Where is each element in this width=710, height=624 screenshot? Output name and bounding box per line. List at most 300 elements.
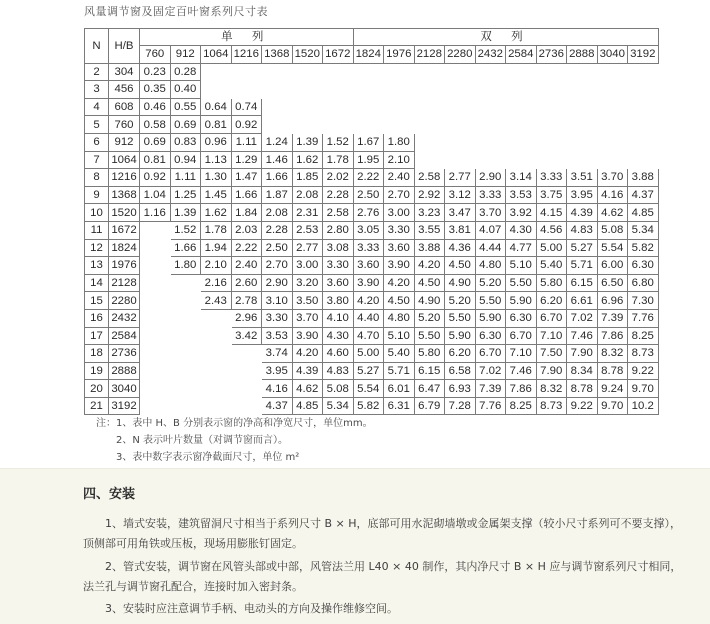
table-row [85, 221, 659, 239]
size-table [84, 28, 659, 415]
table-cell: 1.47 [231, 169, 262, 187]
table-cell: 2.90 [262, 274, 293, 292]
table-cell: 7.02 [567, 309, 598, 327]
table-cell: 5.08 [597, 221, 628, 239]
table-cell: 6.15 [567, 274, 598, 292]
table-row [85, 133, 659, 151]
table-cell: 3.33 [353, 239, 384, 257]
table-cell: 1.84 [231, 204, 262, 222]
table-cell: 3.08 [323, 239, 354, 257]
table-cell-empty [506, 133, 537, 151]
row-height: 304 [109, 63, 140, 81]
table-cell: 2.02 [323, 169, 354, 187]
table-cell: 4.10 [323, 309, 354, 327]
note-3: 3、表中数字表示窗净截面尺寸，单位 m² [116, 452, 300, 463]
table-cell-empty [506, 81, 537, 99]
table-cell: 8.32 [536, 380, 567, 398]
table-cell: 9.70 [628, 380, 659, 398]
width-header: 2128 [414, 46, 445, 64]
table-cell: 1.30 [201, 169, 232, 187]
table-cell-empty [170, 380, 201, 398]
table-cell: 3.70 [292, 309, 323, 327]
table-cell: 4.50 [414, 274, 445, 292]
table-cell-empty [567, 98, 598, 116]
table-cell: 4.90 [445, 274, 476, 292]
table-cell: 6.30 [475, 327, 506, 345]
row-n: 17 [85, 327, 109, 345]
table-cell: 4.16 [597, 186, 628, 204]
width-header: 1976 [384, 46, 415, 64]
table-cell: 2.70 [384, 186, 415, 204]
table-cell: 0.28 [170, 63, 201, 81]
table-cell: 3.92 [506, 204, 537, 222]
table-cell: 4.62 [292, 380, 323, 398]
table-cell: 0.92 [140, 169, 171, 187]
table-cell: 3.55 [414, 221, 445, 239]
table-cell-empty [170, 362, 201, 380]
table-cell-empty [597, 63, 628, 81]
table-cell-empty [353, 63, 384, 81]
table-cell-empty [201, 81, 232, 99]
table-cell: 3.90 [384, 257, 415, 275]
table-cell: 7.90 [536, 362, 567, 380]
table-cell: 9.24 [597, 380, 628, 398]
table-cell: 0.83 [170, 133, 201, 151]
width-header: 2280 [445, 46, 476, 64]
row-height: 2736 [109, 345, 140, 363]
table-cell: 10.2 [628, 397, 659, 415]
note-1: 注：1、表中 H、B 分别表示窗的净高和净宽尺寸，单位mm。 [96, 418, 373, 429]
table-cell-empty [170, 345, 201, 363]
table-cell-empty [140, 380, 171, 398]
table-cell: 5.50 [445, 309, 476, 327]
table-cell: 1.62 [292, 151, 323, 169]
width-header: 1520 [292, 46, 323, 64]
table-cell-empty [262, 116, 293, 134]
table-cell: 6.47 [414, 380, 445, 398]
table-cell: 3.80 [323, 292, 354, 310]
row-n: 8 [85, 169, 109, 187]
table-cell: 2.16 [201, 274, 232, 292]
install-paragraph-2: 2、管式安装，调节窗在风管头部或中部，风管法兰用 L40 × 40 制作，其内净尺寸 B × H 应与调节窗系列尺寸相同，法兰孔与调节窗孔配合，连接时加入密封条。 [83, 560, 682, 593]
table-cell: 1.29 [231, 151, 262, 169]
table-cell-empty [506, 63, 537, 81]
table-cell: 3.88 [628, 169, 659, 187]
table-cell: 5.50 [414, 327, 445, 345]
table-cell: 9.22 [628, 362, 659, 380]
table-cell: 7.10 [506, 345, 537, 363]
row-height: 2128 [109, 274, 140, 292]
table-cell: 4.39 [567, 204, 598, 222]
width-header-row [85, 46, 659, 64]
table-cell: 4.40 [353, 309, 384, 327]
table-cell: 1.62 [201, 204, 232, 222]
table-cell: 6.31 [384, 397, 415, 415]
table-cell: 2.28 [323, 186, 354, 204]
table-cell: 5.20 [445, 292, 476, 310]
row-n: 20 [85, 380, 109, 398]
table-cell: 2.43 [201, 292, 232, 310]
row-height: 760 [109, 116, 140, 134]
table-row [85, 186, 659, 204]
table-cell: 2.08 [262, 204, 293, 222]
table-cell: 1.80 [384, 133, 415, 151]
table-cell: 8.34 [567, 362, 598, 380]
table-cell: 5.54 [597, 239, 628, 257]
table-cell-empty [170, 292, 201, 310]
table-cell: 5.34 [323, 397, 354, 415]
table-cell-empty [536, 63, 567, 81]
table-cell-empty [628, 151, 659, 169]
row-n: 15 [85, 292, 109, 310]
table-cell: 5.80 [414, 345, 445, 363]
table-cell-empty [292, 98, 323, 116]
table-cell-empty [201, 309, 232, 327]
table-row [85, 345, 659, 363]
table-cell: 0.81 [201, 116, 232, 134]
group-header-row [85, 29, 659, 46]
table-cell-empty [140, 345, 171, 363]
table-cell: 4.83 [567, 221, 598, 239]
table-cell: 5.00 [536, 239, 567, 257]
table-cell-empty [323, 116, 354, 134]
table-cell: 2.90 [475, 169, 506, 187]
table-cell: 2.77 [445, 169, 476, 187]
table-cell: 4.60 [323, 345, 354, 363]
table-cell-empty [201, 345, 232, 363]
table-cell: 7.86 [506, 380, 537, 398]
table-cell-empty [292, 63, 323, 81]
table-cell: 0.69 [170, 116, 201, 134]
table-cell: 3.81 [445, 221, 476, 239]
table-cell: 5.71 [384, 362, 415, 380]
width-header: 1064 [201, 46, 232, 64]
table-cell-empty [170, 327, 201, 345]
table-cell: 3.30 [323, 257, 354, 275]
table-cell: 5.50 [475, 292, 506, 310]
table-cell: 3.70 [597, 169, 628, 187]
table-cell: 5.20 [414, 309, 445, 327]
table-cell: 6.70 [506, 327, 537, 345]
table-cell-empty [353, 116, 384, 134]
table-cell-empty [170, 274, 201, 292]
table-cell: 0.92 [231, 116, 262, 134]
table-cell-empty [323, 63, 354, 81]
table-cell-empty [353, 81, 384, 99]
table-cell: 0.46 [140, 98, 171, 116]
table-cell: 5.34 [628, 221, 659, 239]
table-row [85, 292, 659, 310]
table-cell: 4.30 [506, 221, 537, 239]
table-cell-empty [475, 63, 506, 81]
table-cell: 5.54 [353, 380, 384, 398]
table-cell: 9.70 [597, 397, 628, 415]
table-cell: 1.78 [201, 221, 232, 239]
table-cell: 0.96 [201, 133, 232, 151]
table-cell: 7.02 [475, 362, 506, 380]
table-cell: 2.80 [323, 221, 354, 239]
table-cell: 3.33 [536, 169, 567, 187]
row-n: 5 [85, 116, 109, 134]
table-cell: 1.66 [231, 186, 262, 204]
table-cell: 3.60 [323, 274, 354, 292]
table-cell: 5.90 [475, 309, 506, 327]
table-cell: 3.51 [567, 169, 598, 187]
note-2: 2、N 表示叶片数量（对调节窗而言）。 [116, 435, 289, 446]
row-height: 1824 [109, 239, 140, 257]
width-header: 760 [140, 46, 171, 64]
width-header: 1368 [262, 46, 293, 64]
table-cell: 3.53 [262, 327, 293, 345]
table-cell: 2.50 [262, 239, 293, 257]
table-cell: 7.39 [475, 380, 506, 398]
table-row [85, 98, 659, 116]
table-cell: 4.20 [353, 292, 384, 310]
table-cell: 2.22 [231, 239, 262, 257]
table-cell-empty [231, 380, 262, 398]
table-cell: 5.10 [506, 257, 537, 275]
table-cell: 4.50 [384, 292, 415, 310]
row-n: 19 [85, 362, 109, 380]
table-row [85, 380, 659, 398]
table-cell: 0.74 [231, 98, 262, 116]
row-n: 18 [85, 345, 109, 363]
table-cell-empty [536, 133, 567, 151]
table-cell: 1.11 [231, 133, 262, 151]
table-cell: 4.85 [292, 397, 323, 415]
table-cell: 3.23 [414, 204, 445, 222]
table-cell: 1.13 [201, 151, 232, 169]
table-cell-empty [414, 133, 445, 151]
table-cell: 1.04 [140, 186, 171, 204]
table-cell-empty [475, 116, 506, 134]
row-height: 2432 [109, 309, 140, 327]
table-cell-empty [445, 133, 476, 151]
table-cell: 1.52 [323, 133, 354, 151]
table-cell: 6.50 [597, 274, 628, 292]
table-cell-empty [140, 239, 171, 257]
row-n: 2 [85, 63, 109, 81]
row-n: 14 [85, 274, 109, 292]
table-cell-empty [384, 63, 415, 81]
table-row [85, 81, 659, 99]
row-height: 1520 [109, 204, 140, 222]
table-cell: 4.20 [292, 345, 323, 363]
table-cell-empty [597, 151, 628, 169]
table-cell: 4.50 [445, 257, 476, 275]
table-caption: 风量调节窗及固定百叶窗系列尺寸表 [84, 5, 268, 18]
table-cell: 6.15 [414, 362, 445, 380]
table-cell: 3.70 [475, 204, 506, 222]
table-cell: 7.90 [567, 345, 598, 363]
table-cell-empty [201, 327, 232, 345]
table-cell: 3.33 [475, 186, 506, 204]
table-cell-empty [506, 151, 537, 169]
table-cell: 5.82 [353, 397, 384, 415]
table-cell-empty [506, 98, 537, 116]
table-cell-empty [384, 116, 415, 134]
table-cell-empty [140, 362, 171, 380]
table-cell: 0.94 [170, 151, 201, 169]
row-height: 3040 [109, 380, 140, 398]
install-paragraph-1: 1、墙式安装，建筑留洞尺寸相当于系列尺寸 B × H，底部可用水泥砌墙墩或金属架支撑（较小尺寸系列可不要支撑），顶侧部可用角铁或压板，现场用膨胀钉固定。 [83, 517, 682, 550]
table-row [85, 327, 659, 345]
table-cell-empty [262, 63, 293, 81]
row-height: 456 [109, 81, 140, 99]
table-cell: 5.71 [567, 257, 598, 275]
row-n: 7 [85, 151, 109, 169]
table-cell-empty [140, 257, 171, 275]
row-height: 1216 [109, 169, 140, 187]
width-header: 1672 [323, 46, 354, 64]
row-height: 2584 [109, 327, 140, 345]
table-cell-empty [475, 81, 506, 99]
table-cell: 1.11 [170, 169, 201, 187]
table-cell: 8.73 [536, 397, 567, 415]
table-cell-empty [353, 98, 384, 116]
table-cell: 3.60 [353, 257, 384, 275]
table-cell: 3.30 [384, 221, 415, 239]
table-cell: 2.70 [262, 257, 293, 275]
table-cell: 8.25 [506, 397, 537, 415]
table-cell: 4.83 [323, 362, 354, 380]
table-cell: 7.76 [475, 397, 506, 415]
width-header: 2584 [506, 46, 537, 64]
table-cell: 6.70 [475, 345, 506, 363]
row-n: 11 [85, 221, 109, 239]
table-cell: 3.95 [567, 186, 598, 204]
table-cell-empty [628, 63, 659, 81]
table-cell: 8.78 [567, 380, 598, 398]
table-cell: 2.58 [323, 204, 354, 222]
table-cell: 2.77 [292, 239, 323, 257]
table-cell: 6.20 [536, 292, 567, 310]
table-cell-empty [231, 397, 262, 415]
table-cell: 1.46 [262, 151, 293, 169]
table-cell: 0.23 [140, 63, 171, 81]
table-cell-empty [445, 63, 476, 81]
table-cell: 3.00 [292, 257, 323, 275]
table-cell-empty [475, 133, 506, 151]
table-row [85, 169, 659, 187]
table-cell-empty [597, 116, 628, 134]
table-cell: 4.44 [475, 239, 506, 257]
row-n: 21 [85, 397, 109, 415]
table-row [85, 204, 659, 222]
table-cell: 3.88 [414, 239, 445, 257]
table-cell: 4.16 [262, 380, 293, 398]
table-cell: 7.76 [628, 309, 659, 327]
width-header: 912 [170, 46, 201, 64]
width-header: 3040 [597, 46, 628, 64]
table-cell: 4.77 [506, 239, 537, 257]
table-cell-empty [414, 98, 445, 116]
table-cell: 6.93 [445, 380, 476, 398]
table-cell-empty [536, 98, 567, 116]
table-cell-empty [170, 309, 201, 327]
table-cell: 5.27 [353, 362, 384, 380]
table-cell-empty [414, 63, 445, 81]
table-cell: 7.39 [597, 309, 628, 327]
width-header: 3192 [628, 46, 659, 64]
table-cell: 7.46 [506, 362, 537, 380]
table-cell: 3.53 [506, 186, 537, 204]
table-cell-empty [140, 309, 171, 327]
table-cell: 1.16 [140, 204, 171, 222]
table-cell: 4.37 [628, 186, 659, 204]
table-cell: 0.64 [201, 98, 232, 116]
table-cell: 5.00 [353, 345, 384, 363]
table-cell: 8.78 [597, 362, 628, 380]
table-cell-empty [201, 63, 232, 81]
table-cell-empty [628, 98, 659, 116]
table-cell: 3.20 [292, 274, 323, 292]
table-cell: 3.47 [445, 204, 476, 222]
table-cell-empty [140, 274, 171, 292]
table-cell: 4.20 [414, 257, 445, 275]
table-cell: 4.56 [536, 221, 567, 239]
table-cell-empty [414, 81, 445, 99]
group-header-double: 双 列 [353, 29, 658, 46]
table-cell: 6.30 [628, 257, 659, 275]
table-cell-empty [475, 98, 506, 116]
row-height: 1672 [109, 221, 140, 239]
table-cell-empty [262, 98, 293, 116]
table-row [85, 151, 659, 169]
table-cell: 1.52 [170, 221, 201, 239]
table-cell: 7.46 [567, 327, 598, 345]
table-cell: 5.80 [536, 274, 567, 292]
table-row [85, 397, 659, 415]
table-cell: 7.30 [628, 292, 659, 310]
width-header: 2432 [475, 46, 506, 64]
table-cell: 2.10 [201, 257, 232, 275]
table-cell-empty [536, 81, 567, 99]
table-cell: 2.40 [231, 257, 262, 275]
table-cell: 0.58 [140, 116, 171, 134]
table-cell-empty [323, 98, 354, 116]
table-cell: 6.00 [597, 257, 628, 275]
table-cell: 1.87 [262, 186, 293, 204]
col-header-hb: H/B [109, 29, 140, 64]
table-cell-empty [231, 345, 262, 363]
table-cell-empty [292, 81, 323, 99]
table-cell: 2.40 [384, 169, 415, 187]
table-cell: 3.74 [262, 345, 293, 363]
table-cell-empty [414, 116, 445, 134]
table-cell: 5.20 [475, 274, 506, 292]
table-cell: 3.75 [536, 186, 567, 204]
group-header-single: 单 列 [140, 29, 354, 46]
table-cell: 8.32 [597, 345, 628, 363]
row-height: 608 [109, 98, 140, 116]
table-cell: 5.90 [445, 327, 476, 345]
table-cell: 6.01 [384, 380, 415, 398]
table-cell-empty [597, 98, 628, 116]
table-cell: 2.96 [231, 309, 262, 327]
table-cell: 0.40 [170, 81, 201, 99]
row-height: 2888 [109, 362, 140, 380]
table-cell: 0.81 [140, 151, 171, 169]
table-cell-empty [567, 63, 598, 81]
width-header: 2736 [536, 46, 567, 64]
table-cell: 5.40 [384, 345, 415, 363]
table-cell: 2.08 [292, 186, 323, 204]
table-cell: 9.22 [567, 397, 598, 415]
table-cell: 4.62 [597, 204, 628, 222]
row-n: 3 [85, 81, 109, 99]
table-cell: 6.30 [506, 309, 537, 327]
